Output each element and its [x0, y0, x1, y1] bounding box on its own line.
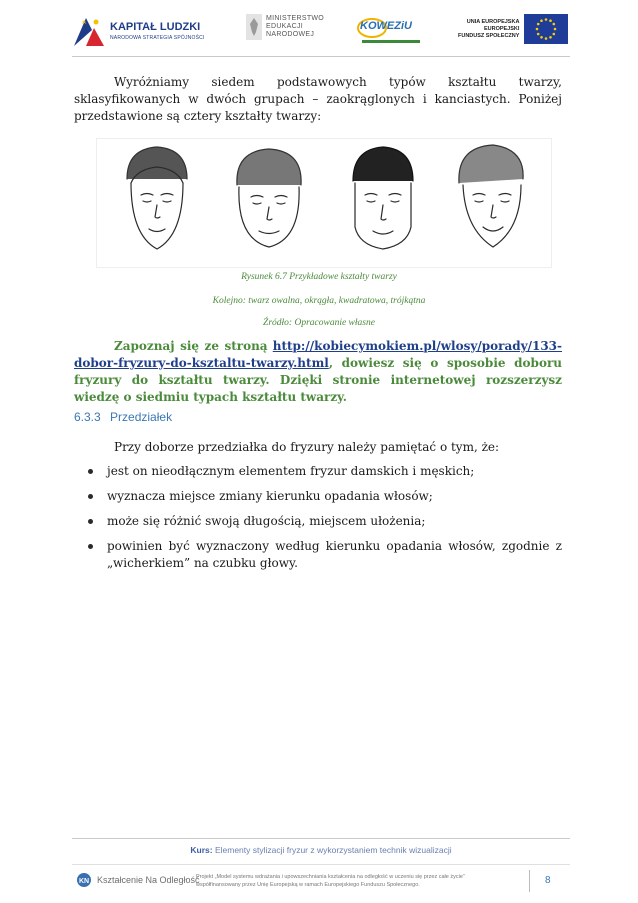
- section-title: Przedziałek: [110, 410, 173, 424]
- course-line: [72, 845, 570, 855]
- list-item-text: jest on nieodłącznym elementem fryzur damskich i męskich;: [107, 464, 475, 478]
- section-number: 6.3.3: [74, 410, 101, 424]
- eagle-icon: [246, 14, 262, 40]
- triangle-face-sketch: [459, 145, 523, 247]
- kno-emblem-icon: [76, 872, 94, 888]
- svg-text:KN: KN: [79, 878, 90, 885]
- eu-line-1: UNIA EUROPEJSKA: [466, 18, 520, 25]
- header-divider: [72, 56, 570, 57]
- round-face-sketch: [237, 149, 301, 247]
- bullet-dot-icon: [88, 519, 93, 524]
- footer-divider-top: [72, 838, 570, 839]
- eu-flag-icon: [524, 14, 568, 44]
- ministry-line-2: EDUKACJI: [266, 23, 304, 30]
- link-outro-text: , dowiesz się o sposobie doboru fryzury do kształtu twarzy. Dzięki stronie internetowej rozszerzysz wiedzę o siedmiu typach kształtu twarzy.: [74, 356, 562, 404]
- course-label: Kurs:: [190, 845, 213, 855]
- ministry-line-1: MINISTERSTWO: [266, 15, 325, 22]
- page-number: 8: [545, 875, 551, 886]
- face-shapes-figure: [96, 138, 552, 268]
- website-link[interactable]: http://kobiecymokiem.pl/wlosy/porady/133-dobor-fryzury-do-ksztaltu-twarzy.html: [74, 339, 562, 370]
- section-lead: Przy doborze przedziałka do fryzury należy pamiętać o tym, że:: [114, 440, 500, 454]
- course-name: Elementy stylizacji fryzur z wykorzystaniem technik wizualizacji: [214, 845, 452, 855]
- kowezu-name: KOWEZiU: [360, 20, 412, 32]
- project-line-2: współfinansowany przez Unię Europejską w ramach Europejskiego Funduszu Społecznego.: [196, 882, 420, 888]
- kapital-ludzki-logo: [72, 14, 205, 48]
- bullet-dot-icon: [88, 544, 93, 549]
- intro-paragraph: Wyróżniamy siedem podstawowych typów kształtu twarzy, sklasyfikowanych w dwóch grupach – zaokrąglonych i kanciastych. Poniżej przedstawione są cztery kształty twarzy:: [74, 75, 562, 123]
- kapital-ludzki-subtitle: NARODOWA STRATEGIA SPÓJNOŚCI: [110, 34, 205, 41]
- list-item: [88, 488, 562, 505]
- bullet-dot-icon: [88, 469, 93, 474]
- list-item: [88, 463, 562, 480]
- face-shapes-illustration: [97, 139, 551, 267]
- eu-line-3: FUNDUSZ SPOŁECZNY: [458, 32, 520, 39]
- ministry-logo: [246, 14, 324, 40]
- kowezu-logo: [352, 14, 430, 48]
- figure-sequence: Kolejno: twarz owalna, okrągła, kwadratowa, trójkątna: [212, 296, 426, 306]
- bullet-list: [88, 463, 562, 580]
- figure-caption: Rysunek 6.7 Przykładowe kształty twarzy: [241, 272, 397, 282]
- eu-line-2: EUROPEJSKI: [483, 25, 520, 32]
- footer-separator: [529, 870, 530, 892]
- link-intro-text: Zapoznaj się ze stroną: [114, 339, 268, 353]
- ministry-line-3: NARODOWEJ: [266, 31, 315, 38]
- kno-brand: Kształcenie Na Odległość: [97, 875, 200, 885]
- list-item: [88, 513, 562, 530]
- list-item-text: może się różnić swoją długością, miejscem ułożenia;: [107, 514, 426, 528]
- kapital-ludzki-emblem-icon: [72, 14, 106, 48]
- list-item-text: powinien być wyznaczony według kierunku opadania włosów, zgodnie z „wicherkiem” na czubku głowy.: [107, 539, 562, 570]
- kno-logo: [76, 872, 200, 888]
- oval-face-sketch: [127, 147, 187, 249]
- eu-logo: [458, 14, 568, 44]
- footer-project-text: [196, 873, 526, 889]
- figure-source: Źródło: Opracowanie własne: [263, 318, 375, 328]
- bullet-dot-icon: [88, 494, 93, 499]
- footer-divider-bottom: [72, 864, 570, 865]
- list-item: [88, 538, 562, 572]
- square-face-sketch: [353, 147, 413, 249]
- list-item-text: wyznacza miejsce zmiany kierunku opadania włosów;: [107, 489, 433, 503]
- link-paragraph: [74, 338, 562, 406]
- section-heading: [74, 410, 172, 424]
- project-line-1: Projekt „Model systemu wdrażania i upowszechniania kształcenia na odległość w uczeniu się przez całe życie”: [196, 874, 465, 880]
- kapital-ludzki-title: KAPITAŁ LUDZKI: [110, 20, 201, 33]
